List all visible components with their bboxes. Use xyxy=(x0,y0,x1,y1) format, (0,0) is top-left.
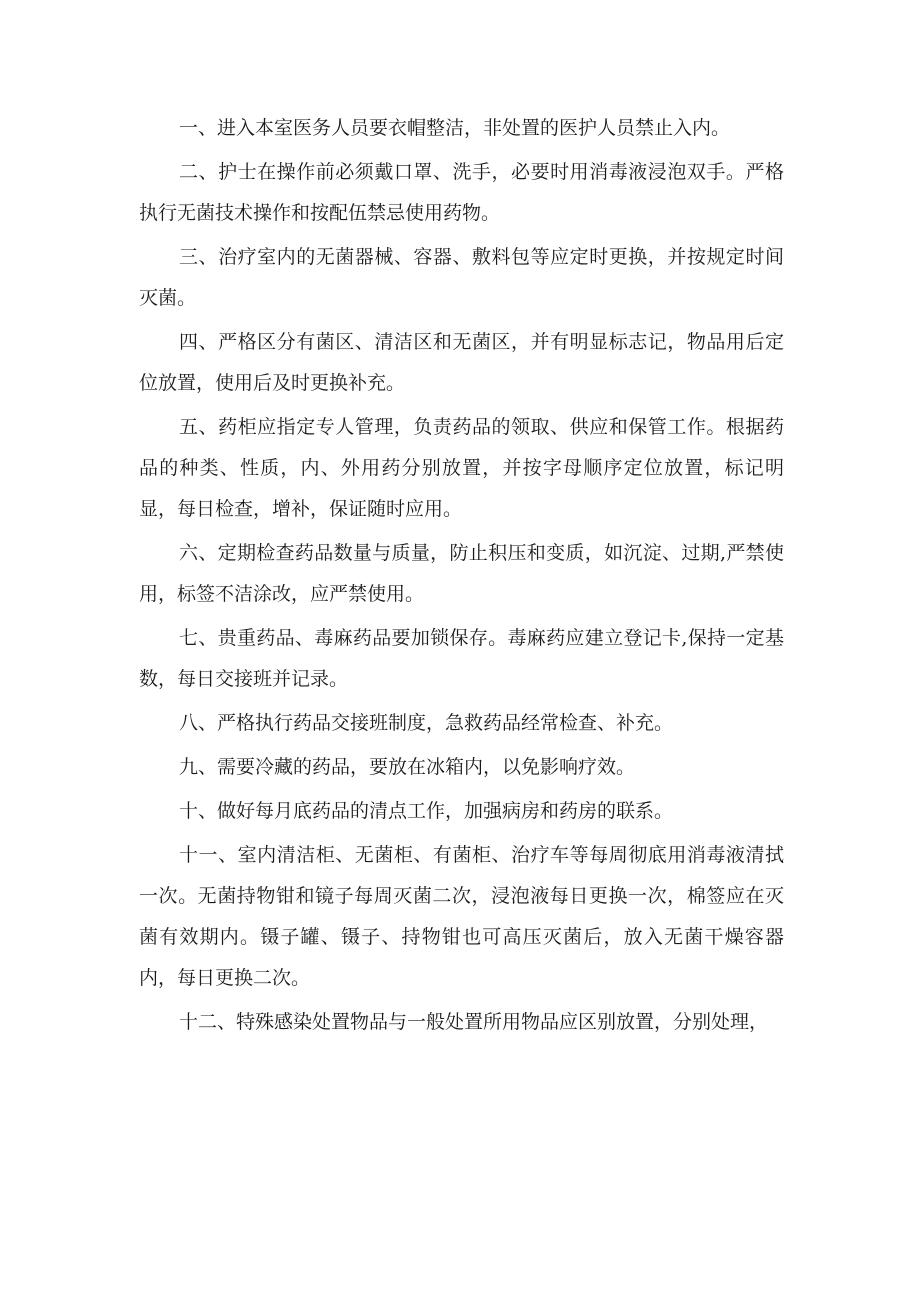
rule-paragraph-6: 六、定期检查药品数量与质量，防止积压和变质，如沉淀、过期,严禁使用，标签不洁涂改，应严禁使用。 xyxy=(139,542,784,605)
rule-paragraph-3: 三、治疗室内的无菌器械、容器、敷料包等应定时更换，并按规定时间灭菌。 xyxy=(139,246,784,309)
rule-paragraph-5: 五、药柜应指定专人管理，负责药品的领取、供应和保管工作。根据药品的种类、性质，内、外用药分别放置，并按字母顺序定位放置，标记明显，每日检查，增补，保证随时应用。 xyxy=(139,416,784,520)
document-body xyxy=(139,108,784,1046)
rule-paragraph-7: 七、贵重药品、毒麻药品要加锁保存。毒麻药应建立登记卡,保持一定基数，每日交接班并记录。 xyxy=(139,627,784,690)
rule-paragraph-1: 一、进入本室医务人员要衣帽整洁，非处置的医护人员禁止入内。 xyxy=(179,117,731,139)
rule-paragraph-2: 二、护士在操作前必须戴口罩、洗手，必要时用消毒液浸泡双手。严格执行无菌技术操作和按配伍禁忌使用药物。 xyxy=(139,161,784,224)
rule-paragraph-11: 十一、室内清洁柜、无菌柜、有菌柜、治疗车等每周彻底用消毒液清拭一次。无菌持物钳和镜子每周灭菌二次，浸泡液每日更换一次，棉签应在灭菌有效期内。镊子罐、镊子、持物钳也可高压灭菌后，放入无菌干燥容器内，每日更换二次。 xyxy=(139,844,784,989)
rule-paragraph-4: 四、严格区分有菌区、清洁区和无菌区，并有明显标志记，物品用后定位放置，使用后及时更换补充。 xyxy=(139,331,784,394)
rule-paragraph-10: 十、做好每月底药品的清点工作，加强病房和药房的联系。 xyxy=(179,800,674,822)
rule-paragraph-9: 九、需要冷藏的药品，要放在冰箱内，以免影响疗效。 xyxy=(179,756,636,778)
rule-paragraph-8: 八、严格执行药品交接班制度，急救药品经常检查、补充。 xyxy=(179,712,674,734)
rule-paragraph-12: 十二、特殊感染处置物品与一般处置所用物品应区别放置，分别处理， xyxy=(179,1011,769,1033)
